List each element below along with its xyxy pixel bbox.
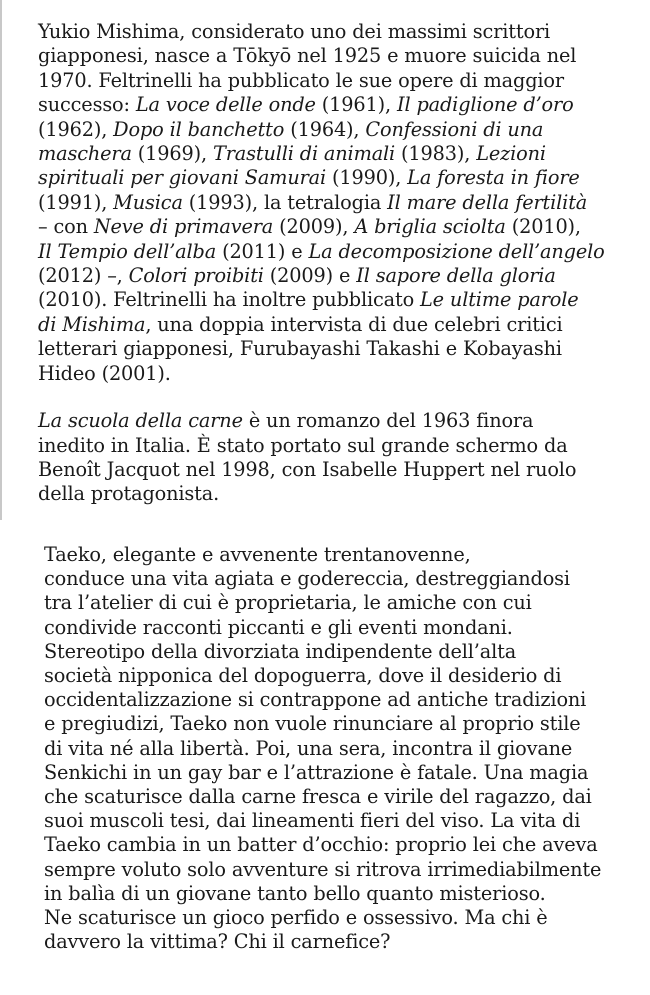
italic-title: La scuola della carne [38,409,243,433]
biography-paragraph [38,20,618,386]
text-run: (2009), [273,215,355,239]
text-line [38,166,618,190]
synopsis-line: Senkichi in un gay bar e l’attrazione è fatale. Una magia [44,760,589,784]
italic-title: La decomposizione dell’angelo [308,239,605,263]
text-run: , una doppia intervista di due celebri critici [145,312,563,336]
author-biography [38,20,618,507]
text-run: (1983), [395,142,477,166]
text-run: Benoît Jacquot nel 1998, con Isabelle Huppert nel ruolo [38,457,577,481]
text-run: (1969), [131,142,213,166]
italic-title: Il mare della fertilità [387,190,588,214]
text-line [38,434,618,458]
synopsis-line: Ne scaturisce un gioco perfido e ossessivo. Ma chi è [44,906,548,930]
text-line [38,337,618,361]
italic-title: Dopo il banchetto [113,117,285,141]
text-run: (1962), [38,117,114,141]
italic-title: Le ultime parole [420,288,579,312]
synopsis-line: e pregiudizi, Taeko non vuole rinunciare al proprio stile [44,712,581,736]
text-line [38,288,618,312]
text-run: della protagonista. [38,482,220,506]
text-run: Hideo (2001). [38,361,171,385]
text-line [38,44,618,68]
italic-title: Colori proibiti [128,264,264,288]
italic-title: Il Tempio dell’alba [38,239,217,263]
synopsis-line: condivide racconti piccanti e gli eventi mondani. [44,615,513,639]
text-line [38,191,618,215]
synopsis-paragraph [44,543,634,954]
text-run: (2009) e [263,264,357,288]
italic-title: Musica [113,190,183,214]
text-run: successo: [38,93,136,117]
text-run: (1991), [38,190,114,214]
synopsis-line: Taeko, elegante e avvenente trentanovenne, [44,543,471,566]
text-run: letterari giapponesi, Furubayashi Takashi e Kobayashi [38,337,562,361]
text-run: (1990), [326,166,408,190]
text-line [38,313,618,337]
book-synopsis [44,543,634,954]
text-line [38,142,618,166]
text-run: (2010). Feltrinelli ha inoltre pubblicato [38,288,421,312]
text-line [38,409,618,433]
text-run: inedito in Italia. È stato portato sul grande schermo da [38,433,568,457]
edition-note-paragraph [38,409,618,507]
text-line [38,118,618,142]
synopsis-line: suoi muscoli tesi, dai lineamenti fieri del viso. La vita di [44,809,581,833]
synopsis-line: sempre voluto solo avventure si ritrova irrimediabilmente [44,857,602,881]
text-line [38,215,618,239]
text-run: (1993), la tetralogia [182,190,388,214]
text-run: (2012) –, [38,264,129,288]
text-line [38,362,618,386]
italic-title: Trastulli di animali [212,142,396,166]
synopsis-line: di vita né alla libertà. Poi, una sera, incontra il giovane [44,736,573,760]
italic-title: Lezioni [476,142,546,166]
text-run: 1970. Feltrinelli ha pubblicato le sue opere di maggior [38,68,564,92]
text-run: – con [38,215,94,239]
italic-title: spirituali per giovani Samurai [38,166,327,190]
text-line [38,20,618,44]
synopsis-line: in balìa di un giovane tanto bello quanto misterioso. [44,881,546,905]
text-run: è un romanzo del 1963 finora [242,409,534,433]
italic-title: Il sapore della gloria [356,264,556,288]
text-run: (2010), [505,215,581,239]
page-edge-shadow [0,0,2,520]
italic-title: La voce delle onde [135,93,316,117]
text-line [38,240,618,264]
italic-title: maschera [38,142,132,166]
synopsis-line: occidentalizzazione si contrappone ad antiche tradizioni [44,688,587,712]
text-run: (1964), [284,117,366,141]
synopsis-line: davvero la vittima? Chi il carnefice? [44,930,391,954]
italic-title: di Mishima [38,312,146,336]
synopsis-line: Taeko cambia in un batter d’occhio: proprio lei che aveva [44,833,598,857]
synopsis-line: conduce una vita agiata e godereccia, destreggiandosi [44,567,570,591]
italic-title: Confessioni di una [365,117,544,141]
text-run: (2011) e [216,239,309,263]
italic-title: A briglia sciolta [354,215,506,239]
text-line [38,482,618,506]
synopsis-line: Stereotipo della divorziata indipendente dell’alta [44,639,517,663]
text-line [38,458,618,482]
italic-title: Neve di primavera [93,215,274,239]
text-line [38,93,618,117]
text-line [38,69,618,93]
synopsis-line: che scaturisce dalla carne fresca e virile del ragazzo, dai [44,785,592,809]
text-line [38,264,618,288]
text-run: Yukio Mishima, considerato uno dei massimi scrittori [38,20,551,43]
italic-title: Il padiglione d’oro [396,93,574,117]
italic-title: La foresta in fiore [407,166,580,190]
text-run: (1961), [315,93,397,117]
text-run: giapponesi, nasce a Tōkyō nel 1925 e muore suicida nel [38,44,577,68]
synopsis-line: società nipponica del dopoguerra, dove il desiderio di [44,664,562,688]
synopsis-line: tra l’atelier di cui è proprietaria, le amiche con cui [44,591,532,615]
